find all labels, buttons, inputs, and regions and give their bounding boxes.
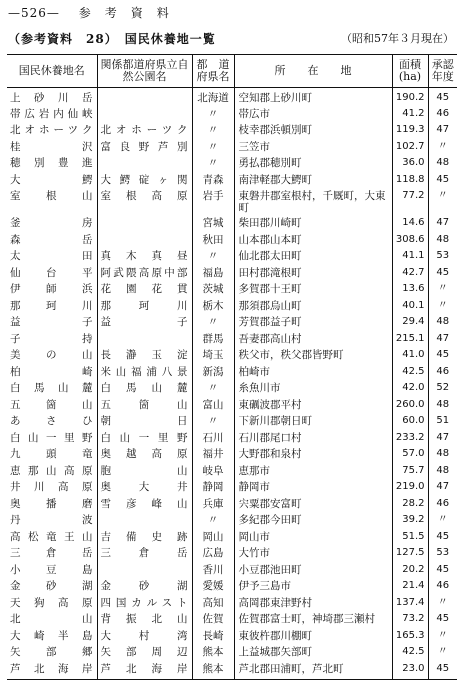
table-row — [7, 333, 457, 350]
rest-area-name: 益子 — [10, 316, 93, 328]
rest-area-name: 釜房 — [10, 217, 93, 229]
prefecture: 青森 — [192, 174, 234, 191]
table-row — [7, 613, 457, 630]
prefecture: 岩手 — [192, 190, 234, 217]
approval-year: 48 — [428, 157, 457, 174]
rest-area-name: 五箇山 — [10, 398, 93, 411]
prefecture: 〃 — [192, 415, 234, 432]
prefecture: 〃 — [192, 514, 234, 531]
area-ha: 308.6 — [392, 234, 428, 251]
prefecture: 埼玉 — [192, 349, 234, 366]
nature-park-name: 大鰐碇ヶ関 — [97, 174, 192, 191]
approval-year: 〃 — [428, 514, 457, 531]
nature-park-name: 矢部周辺 — [97, 646, 192, 663]
area-ha: 57.0 — [392, 448, 428, 465]
approval-year: 51 — [428, 415, 457, 432]
table-row — [7, 217, 457, 234]
nature-park-name: 大村湾 — [97, 630, 192, 647]
area-ha: 13.6 — [392, 283, 428, 300]
location: 恵那市 — [234, 465, 392, 482]
prefecture: 北海道 — [192, 88, 234, 108]
nature-park-name: 胞山 — [97, 465, 192, 482]
prefecture: 秋田 — [192, 234, 234, 251]
table-row — [7, 234, 457, 251]
nature-park-name: 雪彦峰山 — [97, 498, 192, 515]
approval-year: 45 — [428, 613, 457, 630]
nature-park-name: 北オホーツク — [97, 124, 192, 141]
nature-park-name: 四国カルスト — [97, 597, 192, 614]
table-row — [7, 498, 457, 515]
prefecture: 新潟 — [192, 366, 234, 383]
table-row — [7, 514, 457, 531]
nature-park-name: 白馬山麓 — [97, 382, 192, 399]
rest-area-name: 白山一里野 — [10, 431, 93, 444]
rest-area-name: 大崎半島 — [10, 629, 93, 642]
table-row — [7, 283, 457, 300]
approval-year: 45 — [428, 531, 457, 548]
rest-area-name: 芦北海岸 — [10, 662, 93, 675]
rest-area-name: 大鰐 — [10, 173, 93, 186]
as-of-date: （昭和57年３月現在） — [341, 32, 454, 45]
table-header-row — [7, 55, 457, 88]
area-ha: 118.8 — [392, 174, 428, 191]
nature-park-name: 奥越高原 — [97, 448, 192, 465]
prefecture: 岐阜 — [192, 465, 234, 482]
location: 柴田郡川崎町 — [234, 217, 392, 234]
nature-park-name — [97, 234, 192, 251]
approval-year: 46 — [428, 498, 457, 515]
table-row — [7, 124, 457, 141]
rest-area-name: 三倉岳 — [10, 547, 93, 559]
area-ha: 40.1 — [392, 300, 428, 317]
location: 高岡郡東津野村 — [234, 597, 392, 614]
prefecture: 岡山 — [192, 531, 234, 548]
area-ha: 219.0 — [392, 481, 428, 498]
approval-year: 〃 — [428, 190, 457, 217]
area-ha: 260.0 — [392, 399, 428, 416]
rest-area-name: 九頭竜 — [10, 448, 93, 460]
table-row — [7, 108, 457, 125]
prefecture: 〃 — [192, 157, 234, 174]
table-row — [7, 399, 457, 416]
area-ha: 127.5 — [392, 547, 428, 564]
area-ha: 20.2 — [392, 564, 428, 581]
location: 多紀郡今田町 — [234, 514, 392, 531]
location: 三笠市 — [234, 141, 392, 158]
location: 静岡市 — [234, 481, 392, 498]
nature-park-name: 朝日 — [97, 415, 192, 432]
rest-area-name: 太田 — [10, 250, 93, 262]
prefecture: 茨城 — [192, 283, 234, 300]
approval-year: 〃 — [428, 646, 457, 663]
prefecture: 佐賀 — [192, 613, 234, 630]
approval-year: 47 — [428, 217, 457, 234]
page-header — [8, 4, 308, 22]
table-row — [7, 597, 457, 614]
rest-area-name: 矢部郷 — [10, 646, 93, 658]
area-ha: 41.2 — [392, 108, 428, 125]
approval-year: 53 — [428, 547, 457, 564]
nature-park-name — [97, 564, 192, 581]
approval-year: 48 — [428, 234, 457, 251]
prefecture: 福島 — [192, 267, 234, 284]
location: 大竹市 — [234, 547, 392, 564]
prefecture: 〃 — [192, 108, 234, 125]
prefecture: 広島 — [192, 547, 234, 564]
column-header-year: 承認年度 — [428, 55, 457, 88]
location: 南津軽郡大鰐町 — [234, 174, 392, 191]
table-row — [7, 630, 457, 647]
section-title: 参 考 資 料 — [78, 6, 170, 20]
location: 東礪波郡平村 — [234, 399, 392, 416]
location: 秩父市，秩父郡皆野町 — [234, 349, 392, 366]
area-ha: 42.5 — [392, 366, 428, 383]
location: 石川郡尾口村 — [234, 432, 392, 449]
prefecture: 〃 — [192, 250, 234, 267]
area-ha: 42.7 — [392, 267, 428, 284]
area-ha: 23.0 — [392, 663, 428, 680]
area-ha: 29.4 — [392, 316, 428, 333]
location: 伊予三島市 — [234, 580, 392, 597]
location: 糸魚川市 — [234, 382, 392, 399]
rest-area-name: 白馬山麓 — [10, 382, 93, 394]
location: 多賀郡十王町 — [234, 283, 392, 300]
rest-area-name: 室根山 — [10, 190, 93, 202]
approval-year: 45 — [428, 564, 457, 581]
location: 空知郡上砂川町 — [234, 88, 392, 108]
rest-area-name: 柏崎 — [10, 365, 93, 378]
column-header-location: 所 在 地 — [234, 55, 392, 88]
nature-park-name: 背振北山 — [97, 613, 192, 630]
table-row — [7, 547, 457, 564]
approval-year: 47 — [428, 432, 457, 449]
rest-area-name: 帯広岩内仙峡 — [10, 107, 93, 120]
nature-park-name: 那珂川 — [97, 300, 192, 317]
table-row — [7, 465, 457, 482]
nature-park-name: 五箇山 — [97, 399, 192, 416]
area-ha: 77.2 — [392, 190, 428, 217]
nature-park-name — [97, 88, 192, 108]
approval-year: 45 — [428, 174, 457, 191]
nature-park-name: 三倉岳 — [97, 547, 192, 564]
nature-park-name: 長瀞玉淀 — [97, 349, 192, 366]
area-ha: 42.0 — [392, 382, 428, 399]
rest-area-name: 上砂川岳 — [10, 92, 93, 104]
table-row — [7, 382, 457, 399]
nature-park-name — [97, 333, 192, 350]
nature-park-name: 白山一里野 — [97, 432, 192, 449]
approval-year: 52 — [428, 382, 457, 399]
table-row — [7, 174, 457, 191]
area-ha: 75.7 — [392, 465, 428, 482]
rest-area-name: 穂別豊進 — [10, 157, 93, 169]
nature-park-name — [97, 108, 192, 125]
approval-year: 46 — [428, 108, 457, 125]
area-ha: 233.2 — [392, 432, 428, 449]
area-ha: 41.1 — [392, 250, 428, 267]
column-header-name: 国民休養地名 — [7, 55, 97, 88]
table-row — [7, 267, 457, 284]
prefecture: 富山 — [192, 399, 234, 416]
table-row — [7, 300, 457, 317]
nature-park-name: 金砂湖 — [97, 580, 192, 597]
table-row — [7, 481, 457, 498]
location: 東彼杵郡川棚町 — [234, 630, 392, 647]
approval-year: 45 — [428, 349, 457, 366]
location: 下新川郡朝日町 — [234, 415, 392, 432]
table-row — [7, 88, 457, 108]
column-header-pref: 都 道府県名 — [192, 55, 234, 88]
approval-year: 53 — [428, 250, 457, 267]
column-header-park: 関係都道府県立自然公園名 — [97, 55, 192, 88]
area-ha: 28.2 — [392, 498, 428, 515]
table-title-row — [8, 30, 456, 48]
approval-year: 45 — [428, 663, 457, 680]
approval-year: 47 — [428, 333, 457, 350]
table-row — [7, 564, 457, 581]
nature-park-name: 真木真昼 — [97, 250, 192, 267]
area-ha: 39.2 — [392, 514, 428, 531]
table-row — [7, 366, 457, 383]
area-ha: 215.1 — [392, 333, 428, 350]
table-row — [7, 190, 457, 217]
area-ha: 42.5 — [392, 646, 428, 663]
location: 宍粟郡安富町 — [234, 498, 392, 515]
rest-area-name: 美の山 — [10, 349, 93, 361]
nature-park-name — [97, 514, 192, 531]
prefecture: 香川 — [192, 564, 234, 581]
table-body — [7, 88, 457, 680]
prefecture: 熊本 — [192, 646, 234, 663]
table-row — [7, 432, 457, 449]
area-ha: 119.3 — [392, 124, 428, 141]
rest-area-name: 伊師浜 — [10, 283, 93, 295]
table-row — [7, 157, 457, 174]
table-row — [7, 349, 457, 366]
nature-park-name: 阿武隈高原中部 — [97, 267, 192, 284]
rest-area-name: 小豆島 — [10, 563, 93, 576]
rest-area-name: 北山 — [10, 613, 93, 625]
approval-year: 〃 — [428, 597, 457, 614]
location: 佐賀郡富士町，神埼郡三瀬村 — [234, 613, 392, 630]
rest-area-name: 北オホーツク — [10, 124, 93, 136]
location: 小豆郡池田町 — [234, 564, 392, 581]
rest-area-name: 井川高原 — [10, 481, 93, 493]
nature-park-name: 富良野芦別 — [97, 141, 192, 158]
prefecture: 熊本 — [192, 663, 234, 680]
area-ha: 41.0 — [392, 349, 428, 366]
rest-area-name: 森岳 — [10, 233, 93, 246]
prefecture: 宮城 — [192, 217, 234, 234]
rest-area-table — [7, 54, 457, 680]
area-ha: 102.7 — [392, 141, 428, 158]
rest-area-name: 天狗高原 — [10, 596, 93, 609]
approval-year: 46 — [428, 366, 457, 383]
rest-area-name: 金砂湖 — [10, 580, 93, 592]
nature-park-name: 吉備史跡 — [97, 531, 192, 548]
area-ha: 14.6 — [392, 217, 428, 234]
prefecture: 石川 — [192, 432, 234, 449]
nature-park-name — [97, 217, 192, 234]
area-ha: 21.4 — [392, 580, 428, 597]
nature-park-name: 奥大井 — [97, 481, 192, 498]
location: 芦北郡田浦町，芦北町 — [234, 663, 392, 680]
area-ha: 51.5 — [392, 531, 428, 548]
nature-park-name — [97, 157, 192, 174]
table-row — [7, 141, 457, 158]
location: 吾妻郡高山村 — [234, 333, 392, 350]
nature-park-name: 益子 — [97, 316, 192, 333]
table-row — [7, 316, 457, 333]
approval-year: 46 — [428, 580, 457, 597]
prefecture: 長崎 — [192, 630, 234, 647]
rest-area-name: 仙台平 — [10, 266, 93, 279]
rest-area-name: 子持 — [10, 332, 93, 345]
prefecture: 〃 — [192, 141, 234, 158]
location: 岡山市 — [234, 531, 392, 548]
prefecture: 兵庫 — [192, 498, 234, 515]
rest-area-name: 丹波 — [10, 514, 93, 526]
table-row — [7, 580, 457, 597]
prefecture: 群馬 — [192, 333, 234, 350]
table-row — [7, 646, 457, 663]
approval-year: 47 — [428, 124, 457, 141]
prefecture: 〃 — [192, 316, 234, 333]
prefecture: 〃 — [192, 124, 234, 141]
approval-year: 〃 — [428, 141, 457, 158]
location: 枝幸郡浜頓別町 — [234, 124, 392, 141]
approval-year: 48 — [428, 316, 457, 333]
area-ha: 73.2 — [392, 613, 428, 630]
prefecture: 〃 — [192, 382, 234, 399]
prefecture: 高知 — [192, 597, 234, 614]
location: 上益城郡矢部町 — [234, 646, 392, 663]
location: 田村郡滝根町 — [234, 267, 392, 284]
location: 那須郡烏山町 — [234, 300, 392, 317]
location: 勇払郡穂別町 — [234, 157, 392, 174]
table-row — [7, 448, 457, 465]
location: 東磐井郡室根村，千厩町，大東町 — [234, 190, 392, 217]
area-ha: 165.3 — [392, 630, 428, 647]
area-ha: 190.2 — [392, 88, 428, 108]
approval-year: 〃 — [428, 630, 457, 647]
prefecture: 静岡 — [192, 481, 234, 498]
table-row — [7, 415, 457, 432]
nature-park-name: 室根高原 — [97, 190, 192, 217]
area-ha: 60.0 — [392, 415, 428, 432]
table-row — [7, 663, 457, 680]
prefecture: 愛媛 — [192, 580, 234, 597]
rest-area-name: あさひ — [10, 415, 93, 427]
rest-area-name: 高松竜王山 — [10, 530, 93, 543]
prefecture: 栃木 — [192, 300, 234, 317]
location: 帯広市 — [234, 108, 392, 125]
approval-year: 47 — [428, 481, 457, 498]
approval-year: 〃 — [428, 283, 457, 300]
area-ha: 36.0 — [392, 157, 428, 174]
approval-year: 48 — [428, 465, 457, 482]
column-header-area: 面積(ha) — [392, 55, 428, 88]
location: 大野郡和泉村 — [234, 448, 392, 465]
nature-park-name: 米山福浦八景 — [97, 366, 192, 383]
location: 山本郡山本町 — [234, 234, 392, 251]
rest-area-name: 那珂川 — [10, 299, 93, 312]
page-number: —526— — [8, 6, 60, 20]
location: 柏崎市 — [234, 366, 392, 383]
approval-year: 45 — [428, 267, 457, 284]
location: 芳賀郡益子町 — [234, 316, 392, 333]
area-ha: 137.4 — [392, 597, 428, 614]
nature-park-name: 花園花貫 — [97, 283, 192, 300]
nature-park-name: 芦北海岸 — [97, 663, 192, 680]
prefecture: 福井 — [192, 448, 234, 465]
approval-year: 〃 — [428, 300, 457, 317]
location: 仙北郡太田町 — [234, 250, 392, 267]
table-title: （参考資料 28） 国民休養地一覧 — [8, 32, 216, 46]
rest-area-name: 恵那山高原 — [10, 464, 93, 477]
rest-area-name: 奥播磨 — [10, 497, 93, 510]
table-row — [7, 250, 457, 267]
rest-area-name: 桂沢 — [10, 140, 93, 153]
approval-year: 48 — [428, 399, 457, 416]
approval-year: 45 — [428, 88, 457, 108]
approval-year: 48 — [428, 448, 457, 465]
table-row — [7, 531, 457, 548]
